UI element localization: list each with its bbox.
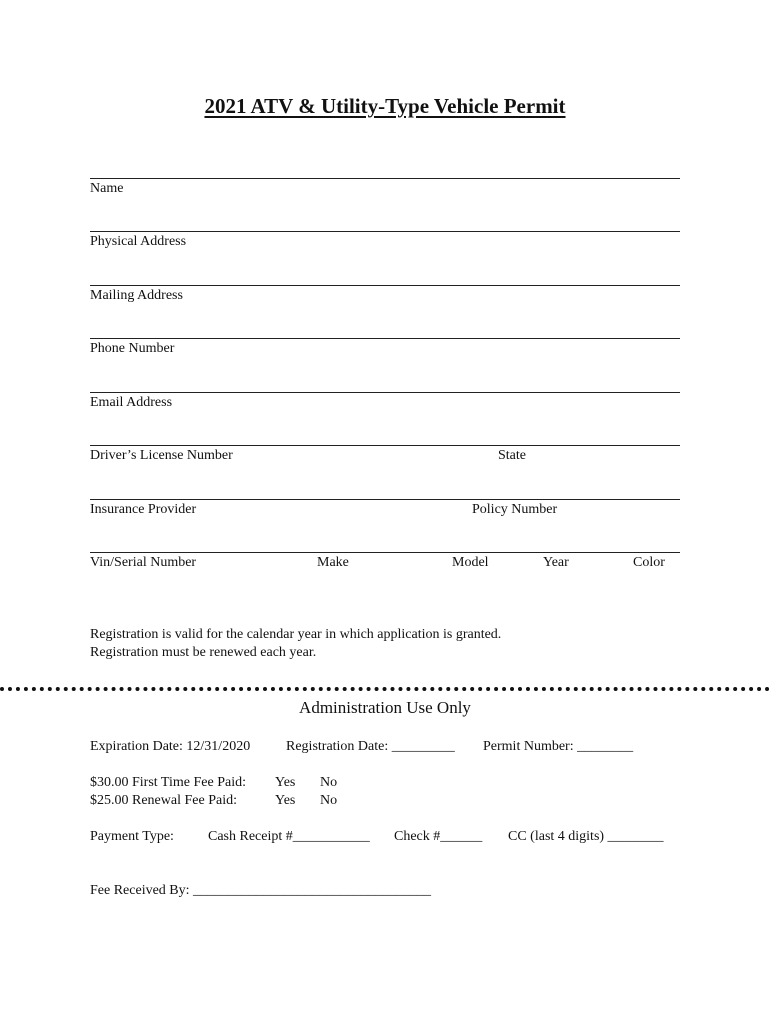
email-address-field[interactable]	[90, 392, 680, 412]
physical-address-field[interactable]	[90, 231, 680, 251]
drivers-license-label: Driver’s License Number	[90, 448, 233, 463]
vehicle-info-field[interactable]	[90, 552, 680, 572]
phone-number-label: Phone Number	[90, 341, 175, 356]
renewal-fee-no[interactable]: No	[320, 793, 338, 808]
email-address-line	[90, 392, 680, 393]
mailing-address-field[interactable]	[90, 285, 680, 305]
notice-line-1: Registration is valid for the calendar year in which application is granted.	[90, 627, 502, 642]
name-line	[90, 178, 680, 179]
physical-address-line	[90, 231, 680, 232]
cc-last-four-field[interactable]: CC (last 4 digits) ________	[508, 829, 664, 844]
notice-line-2: Registration must be renewed each year.	[90, 645, 317, 660]
form-title: 2021 ATV & Utility-Type Vehicle Permit	[204, 94, 566, 118]
insurance-field[interactable]	[90, 499, 680, 519]
mailing-address-label: Mailing Address	[90, 288, 183, 303]
name-label: Name	[90, 181, 124, 196]
model-label: Model	[452, 555, 489, 570]
registration-date-field[interactable]: Registration Date: _________	[286, 739, 455, 754]
physical-address-label: Physical Address	[90, 234, 187, 249]
first-time-fee-label: $30.00 First Time Fee Paid:	[90, 775, 246, 790]
insurance-provider-label: Insurance Provider	[90, 502, 197, 517]
email-address-label: Email Address	[90, 395, 173, 410]
cash-receipt-field[interactable]: Cash Receipt #___________	[208, 829, 370, 844]
mailing-address-line	[90, 285, 680, 286]
color-label: Color	[633, 555, 665, 570]
make-label: Make	[317, 555, 349, 570]
cut-line-divider	[0, 687, 770, 691]
phone-number-line	[90, 338, 680, 339]
check-number-field[interactable]: Check #______	[394, 829, 483, 844]
fee-received-by-field[interactable]: Fee Received By: __________________________________	[90, 883, 432, 898]
admin-heading: Administration Use Only	[299, 698, 471, 717]
renewal-fee-yes[interactable]: Yes	[275, 793, 296, 808]
year-label: Year	[543, 555, 569, 570]
insurance-line	[90, 499, 680, 500]
policy-number-label: Policy Number	[472, 502, 558, 517]
permit-number-field[interactable]: Permit Number: ________	[483, 739, 634, 754]
vin-label: Vin/Serial Number	[90, 555, 197, 570]
payment-type-label: Payment Type:	[90, 829, 174, 844]
phone-number-field[interactable]	[90, 338, 680, 358]
expiration-date: Expiration Date: 12/31/2020	[90, 739, 251, 754]
drivers-license-line	[90, 445, 680, 446]
renewal-fee-label: $25.00 Renewal Fee Paid:	[90, 793, 237, 808]
state-label: State	[498, 448, 526, 463]
first-time-fee-yes[interactable]: Yes	[275, 775, 296, 790]
first-time-fee-no[interactable]: No	[320, 775, 338, 790]
name-field[interactable]	[90, 178, 680, 198]
drivers-license-field[interactable]	[90, 445, 680, 465]
vehicle-info-line	[90, 552, 680, 553]
